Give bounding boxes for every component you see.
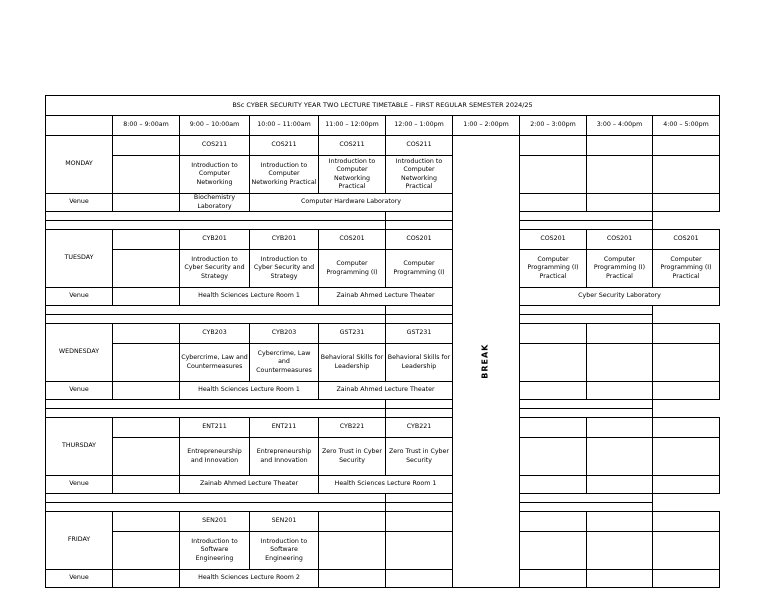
course-code-cell: CYB221 xyxy=(386,418,453,438)
course-code-cell: CYB201 xyxy=(250,230,319,250)
course-title-cell xyxy=(587,438,653,476)
course-title-cell xyxy=(653,344,720,382)
time-slot-header: 8:00 – 9:00am xyxy=(113,116,180,136)
course-code-row xyxy=(46,512,720,532)
course-title-cell: Computer Programming (I) xyxy=(319,250,386,288)
course-code-cell xyxy=(520,512,587,532)
venue-cell: Computer Hardware Laboratory xyxy=(250,194,453,212)
course-title-cell xyxy=(653,532,720,570)
course-title-cell xyxy=(587,156,653,194)
course-title-cell xyxy=(113,532,180,570)
spacer-cell xyxy=(386,400,653,409)
day-label: MONDAY xyxy=(46,136,113,194)
course-code-cell xyxy=(587,136,653,156)
course-code-cell xyxy=(587,418,653,438)
venue-row xyxy=(46,476,720,494)
day-label: TUESDAY xyxy=(46,230,113,288)
venue-label: Venue xyxy=(46,570,113,588)
course-title-cell: Computer Programming (I) Practical xyxy=(653,250,720,288)
spacer-cell xyxy=(46,315,386,324)
course-title-cell xyxy=(653,156,720,194)
course-code-cell: COS211 xyxy=(250,136,319,156)
spacer-row xyxy=(46,409,720,418)
spacer-row xyxy=(46,212,720,221)
spacer-row xyxy=(46,221,720,230)
time-header-row xyxy=(46,116,720,136)
course-code-cell xyxy=(587,324,653,344)
course-title-cell xyxy=(113,156,180,194)
day-label: WEDNESDAY xyxy=(46,324,113,382)
venue-cell xyxy=(113,194,180,212)
course-code-cell: COS211 xyxy=(386,136,453,156)
course-title-cell: Introduction to Cyber Security and Strategy xyxy=(180,250,250,288)
course-code-cell: CYB221 xyxy=(319,418,386,438)
course-code-cell: CYB201 xyxy=(180,230,250,250)
spacer-cell xyxy=(46,221,386,230)
course-code-cell xyxy=(113,136,180,156)
course-title-cell: Introduction to Computer Networking Practical xyxy=(250,156,319,194)
course-title-cell: Introduction to Computer Networking Practical xyxy=(386,156,453,194)
venue-cell xyxy=(386,570,453,588)
spacer-cell xyxy=(46,494,386,503)
course-title-row xyxy=(46,344,720,382)
time-slot-header: 4:00 – 5:00pm xyxy=(653,116,720,136)
course-code-cell xyxy=(113,324,180,344)
course-code-cell xyxy=(653,136,720,156)
day-label: FRIDAY xyxy=(46,512,113,570)
course-title-cell xyxy=(587,532,653,570)
venue-cell xyxy=(520,570,587,588)
venue-cell xyxy=(520,382,587,400)
header-corner-cell xyxy=(46,116,113,136)
course-title-cell xyxy=(113,344,180,382)
course-title-cell xyxy=(653,438,720,476)
venue-cell xyxy=(113,288,180,306)
venue-row xyxy=(46,570,720,588)
course-title-cell xyxy=(113,250,180,288)
course-title-cell: Entrepreneurship and Innovation xyxy=(250,438,319,476)
course-title-cell xyxy=(520,156,587,194)
course-title-cell xyxy=(520,344,587,382)
course-code-cell xyxy=(520,324,587,344)
venue-cell: Cyber Security Laboratory xyxy=(520,288,720,306)
spacer-cell xyxy=(386,503,653,512)
course-code-cell: CYB203 xyxy=(180,324,250,344)
course-title-cell: Cybercrime, Law and Countermeasures xyxy=(180,344,250,382)
venue-label: Venue xyxy=(46,194,113,212)
course-code-cell: COS201 xyxy=(386,230,453,250)
course-code-row xyxy=(46,418,720,438)
course-code-cell xyxy=(113,230,180,250)
course-code-cell: SEN201 xyxy=(250,512,319,532)
spacer-cell xyxy=(46,400,386,409)
venue-cell: Zainab Ahmed Lecture Theater xyxy=(180,476,319,494)
spacer-row xyxy=(46,315,720,324)
course-title-row xyxy=(46,156,720,194)
course-code-cell: ENT211 xyxy=(180,418,250,438)
spacer-cell xyxy=(386,409,653,418)
course-code-cell xyxy=(113,512,180,532)
course-title-cell: Introduction to Software Engineering xyxy=(250,532,319,570)
spacer-row xyxy=(46,400,720,409)
spacer-cell xyxy=(386,494,653,503)
course-title-cell: Cybercrime, Law and Countermeasures xyxy=(250,344,319,382)
time-slot-header: 3:00 – 4:00pm xyxy=(587,116,653,136)
course-title-cell: Introduction to Computer Networking Practical xyxy=(319,156,386,194)
course-title-cell: Introduction to Software Engineering xyxy=(180,532,250,570)
course-title-cell: Introduction to Computer Networking xyxy=(180,156,250,194)
course-title-cell: Introduction to Cyber Security and Strategy xyxy=(250,250,319,288)
spacer-cell xyxy=(386,306,653,315)
venue-cell: Health Sciences Lecture Room 1 xyxy=(180,382,319,400)
course-title-cell: Computer Programming (I) xyxy=(386,250,453,288)
course-code-cell xyxy=(520,136,587,156)
venue-cell xyxy=(587,476,653,494)
course-code-cell: COS201 xyxy=(587,230,653,250)
course-code-cell xyxy=(319,512,386,532)
course-title-cell xyxy=(319,532,386,570)
spacer-cell xyxy=(386,221,653,230)
venue-cell xyxy=(113,570,180,588)
course-title-cell: Behavioral Skills for Leadership xyxy=(386,344,453,382)
venue-cell: Zainab Ahmed Lecture Theater xyxy=(319,288,453,306)
course-code-cell: COS201 xyxy=(520,230,587,250)
course-title-cell: Computer Programming (I) Practical xyxy=(520,250,587,288)
venue-cell xyxy=(653,476,720,494)
venue-label: Venue xyxy=(46,288,113,306)
venue-cell: Health Sciences Lecture Room 1 xyxy=(180,288,319,306)
course-code-cell xyxy=(587,512,653,532)
course-code-cell: GST231 xyxy=(319,324,386,344)
day-label: THURSDAY xyxy=(46,418,113,476)
course-title-cell: Zero Trust in Cyber Security xyxy=(319,438,386,476)
venue-cell: Health Sciences Lecture Room 1 xyxy=(319,476,453,494)
course-code-cell: COS211 xyxy=(180,136,250,156)
spacer-cell xyxy=(46,409,386,418)
venue-cell xyxy=(653,194,720,212)
course-title-cell xyxy=(520,532,587,570)
course-title-cell xyxy=(520,438,587,476)
venue-cell xyxy=(113,382,180,400)
spacer-row xyxy=(46,503,720,512)
venue-cell xyxy=(520,194,587,212)
course-code-cell: GST231 xyxy=(386,324,453,344)
course-code-cell: CYB203 xyxy=(250,324,319,344)
venue-row xyxy=(46,194,720,212)
break-column xyxy=(453,136,520,588)
venue-cell xyxy=(587,194,653,212)
time-slot-header: 11:00 – 12:00pm xyxy=(319,116,386,136)
spacer-cell xyxy=(386,315,653,324)
spacer-cell xyxy=(46,212,386,221)
venue-row xyxy=(46,382,720,400)
course-code-cell xyxy=(653,418,720,438)
course-code-row xyxy=(46,324,720,344)
spacer-row xyxy=(46,494,720,503)
venue-cell xyxy=(587,382,653,400)
venue-row xyxy=(46,288,720,306)
venue-cell xyxy=(520,476,587,494)
timetable-title: BSc CYBER SECURITY YEAR TWO LECTURE TIMETABLE – FIRST REGULAR SEMESTER 2024/25 xyxy=(46,96,720,116)
course-title-cell xyxy=(113,438,180,476)
venue-cell xyxy=(587,570,653,588)
spacer-cell xyxy=(386,212,653,221)
break-label: BREAK xyxy=(480,343,490,380)
time-slot-header: 9:00 – 10:00am xyxy=(180,116,250,136)
spacer-row xyxy=(46,306,720,315)
course-title-cell: Computer Programming (I) Practical xyxy=(587,250,653,288)
course-title-row xyxy=(46,438,720,476)
spacer-cell xyxy=(46,503,386,512)
course-code-cell xyxy=(386,512,453,532)
course-title-row xyxy=(46,532,720,570)
venue-cell: Biochemistry Laboratory xyxy=(180,194,250,212)
course-code-cell: ENT211 xyxy=(250,418,319,438)
time-slot-header: 12:00 – 1:00pm xyxy=(386,116,453,136)
course-title-cell: Behavioral Skills for Leadership xyxy=(319,344,386,382)
course-code-row xyxy=(46,230,720,250)
course-code-cell xyxy=(653,324,720,344)
spacer-cell xyxy=(46,306,386,315)
course-title-cell xyxy=(587,344,653,382)
venue-cell: Health Sciences Lecture Room 2 xyxy=(180,570,319,588)
venue-label: Venue xyxy=(46,476,113,494)
time-slot-header: 1:00 – 2:00pm xyxy=(453,116,520,136)
course-code-cell xyxy=(520,418,587,438)
venue-cell: Zainab Ahmed Lecture Theater xyxy=(319,382,453,400)
timetable xyxy=(45,95,720,588)
venue-cell xyxy=(653,570,720,588)
time-slot-header: 2:00 – 3:00pm xyxy=(520,116,587,136)
time-slot-header: 10:00 – 11:00am xyxy=(250,116,319,136)
course-code-row xyxy=(46,136,720,156)
course-code-cell xyxy=(113,418,180,438)
course-code-cell: COS211 xyxy=(319,136,386,156)
course-title-cell: Zero Trust in Cyber Security xyxy=(386,438,453,476)
venue-cell xyxy=(319,570,386,588)
course-code-cell: COS201 xyxy=(653,230,720,250)
course-title-row xyxy=(46,250,720,288)
course-title-cell: Entrepreneurship and Innovation xyxy=(180,438,250,476)
venue-cell xyxy=(653,382,720,400)
course-code-cell: SEN201 xyxy=(180,512,250,532)
venue-cell xyxy=(113,476,180,494)
venue-label: Venue xyxy=(46,382,113,400)
course-title-cell xyxy=(386,532,453,570)
course-code-cell: COS201 xyxy=(319,230,386,250)
course-code-cell xyxy=(653,512,720,532)
